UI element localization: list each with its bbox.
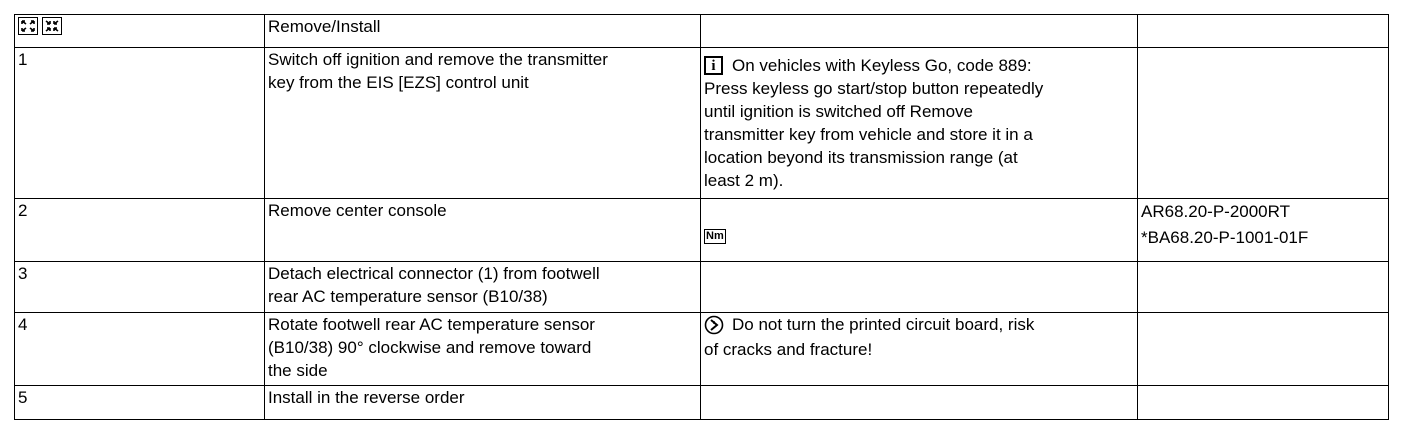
note-line: location beyond its transmission range (at [704,148,1018,167]
step-text-line: the side [268,361,328,380]
table-row [15,313,1389,386]
step-text-line: Install in the reverse order [268,388,465,407]
note-line: On vehicles with Keyless Go, code 889: [732,56,1032,75]
step-note [701,199,1138,262]
step-note [701,313,1138,386]
header-note-cell [701,15,1138,48]
step-number: 3 [15,262,265,313]
step-text [265,199,701,262]
step-number: 2 [15,199,265,262]
step-text [265,262,701,313]
step-refs [1138,199,1389,262]
step-number: 4 [15,313,265,386]
step-refs [1138,262,1389,313]
header-icons-cell [15,15,265,48]
table-row [15,48,1389,199]
step-note [701,262,1138,313]
step-text-line: Remove center console [268,201,447,220]
note-line: least 2 m). [704,171,784,190]
header-title: Remove/Install [265,15,701,48]
note-line: Do not turn the printed circuit board, risk [732,315,1035,334]
step-refs [1138,48,1389,199]
note-line: until ignition is switched off Remove [704,102,973,121]
collapse-icon[interactable] [42,17,62,35]
ref-link[interactable]: *BA68.20-P-1001-01F [1141,228,1309,247]
table-header-row [15,15,1389,48]
step-refs [1138,313,1389,386]
step-text [265,313,701,386]
caution-icon [704,315,724,335]
procedure-table [14,14,1389,420]
step-text-line: Rotate footwell rear AC temperature sensor [268,315,595,334]
step-refs [1138,386,1389,420]
step-text-line: (B10/38) 90° clockwise and remove toward [268,338,592,357]
ref-link[interactable]: AR68.20-P-2000RT [1141,202,1290,221]
step-text [265,386,701,420]
info-icon: i [704,56,723,75]
step-text-line: rear AC temperature sensor (B10/38) [268,287,548,306]
torque-nm-icon[interactable]: Nm [706,230,724,242]
expand-icon[interactable] [18,17,38,35]
table-row [15,262,1389,313]
step-note [701,48,1138,199]
note-line: Press keyless go start/stop button repeatedly [704,79,1044,98]
note-line: of cracks and fracture! [704,340,873,359]
step-text-line: Detach electrical connector (1) from footwell [268,264,600,283]
step-text [265,48,701,199]
table-row [15,386,1389,420]
table-row [15,199,1389,262]
step-text-line: Switch off ignition and remove the transmitter [268,50,608,69]
step-text-line: key from the EIS [EZS] control unit [268,73,529,92]
note-line: transmitter key from vehicle and store it in a [704,125,1033,144]
step-note [701,386,1138,420]
step-number: 5 [15,386,265,420]
step-number: 1 [15,48,265,199]
header-ref-cell [1138,15,1389,48]
